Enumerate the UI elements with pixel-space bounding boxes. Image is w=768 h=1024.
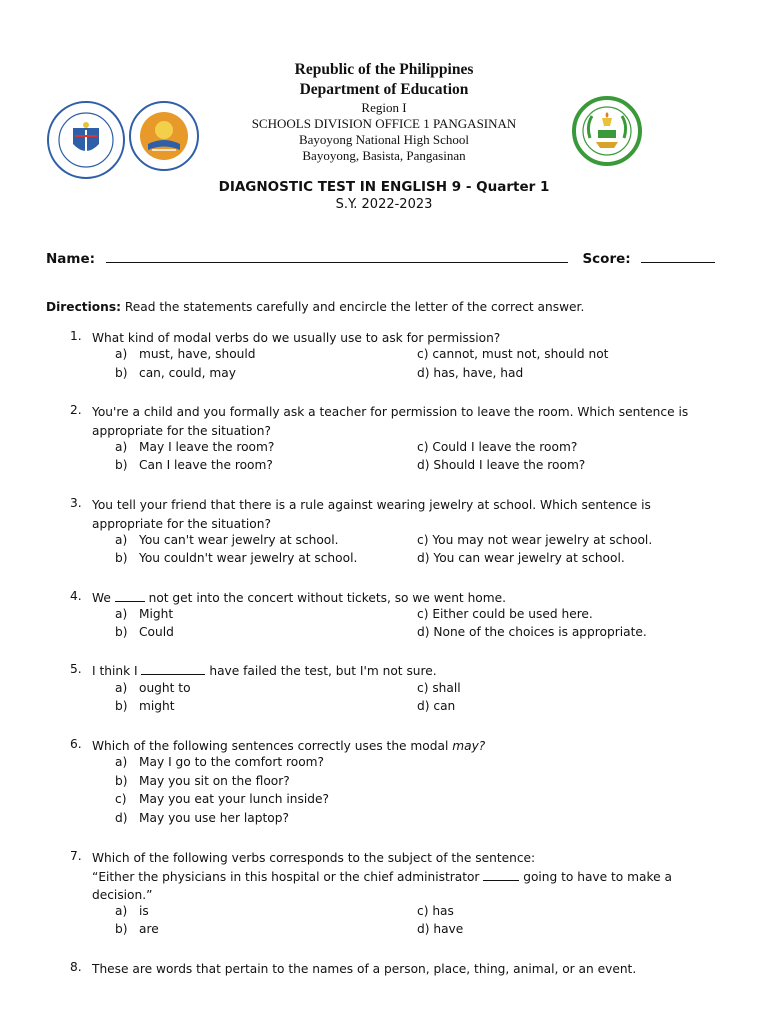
name-blank: [106, 250, 568, 263]
option-c: c) Either could be used here.: [417, 607, 593, 621]
header-region: Region I: [361, 100, 407, 115]
option-b: b) May you sit on the floor?: [115, 774, 290, 788]
option-a: a) You can't wear jewelry at school.: [115, 533, 339, 547]
directions: [46, 298, 584, 316]
question-stem: These are words that pertain to the names of a person, place, thing, animal, or an event.: [92, 962, 637, 976]
option-d: d) None of the choices is appropriate.: [417, 625, 647, 639]
header-republic: Republic of the Philippines: [294, 61, 474, 78]
question-stem: I think I have failed the test, but I'm not sure.: [92, 664, 437, 678]
option-a: a) May I leave the room?: [115, 440, 275, 454]
option-d: d) have: [417, 922, 464, 936]
option-b: b) can, could, may: [115, 366, 236, 380]
option-a: a) May I go to the comfort room?: [115, 755, 325, 769]
option-d: d) has, have, had: [417, 366, 524, 380]
header-school: Bayoyong National High School: [298, 132, 470, 147]
option-c: c) May you eat your lunch inside?: [115, 792, 329, 806]
option-a: a) Might: [115, 607, 174, 621]
answer-blank: [141, 663, 205, 675]
option-c: c) You may not wear jewelry at school.: [417, 533, 653, 547]
header-division: SCHOOLS DIVISION OFFICE 1 PANGASINAN: [251, 116, 517, 131]
score-blank: [641, 250, 715, 263]
option-b: b) Can I leave the room?: [115, 458, 273, 472]
option-b: b) are: [115, 922, 159, 936]
letterhead: [0, 60, 768, 164]
option-a: a) ought to: [115, 681, 191, 695]
option-b: b) You couldn't wear jewelry at school.: [115, 551, 358, 565]
option-d: d) Should I leave the room?: [417, 458, 586, 472]
question-number: 8.: [70, 960, 82, 974]
header-address: Bayoyong, Basista, Pangasinan: [302, 148, 466, 163]
option-b: b) might: [115, 699, 175, 713]
question-number: 1.: [70, 329, 82, 343]
score-label: Score:: [582, 251, 631, 267]
option-c: c) shall: [417, 681, 461, 695]
option-d: d) You can wear jewelry at school.: [417, 551, 625, 565]
option-d: d) May you use her laptop?: [115, 811, 289, 825]
question-stem: What kind of modal verbs do we usually use to ask for permission?: [92, 331, 501, 345]
option-a: a) must, have, should: [115, 347, 256, 361]
option-a: a) is: [115, 904, 149, 918]
question-number: 6.: [70, 737, 82, 751]
answer-blank: [115, 590, 145, 602]
question-number: 3.: [70, 496, 82, 510]
question-stem: Which of the following sentences correctly uses the modal may?: [92, 739, 486, 753]
directions-label: Directions:: [46, 300, 121, 314]
question-number: 4.: [70, 589, 82, 603]
question-stem: You're a child and you formally ask a teacher for permission to leave the room. Which sentence is appropriate for the situation?: [92, 405, 689, 438]
test-title: DIAGNOSTIC TEST IN ENGLISH 9 - Quarter 1: [218, 179, 550, 195]
question-stem: We not get into the concert without tickets, so we went home.: [92, 591, 506, 605]
question-stem: Which of the following verbs corresponds to the subject of the sentence: “Either the physicians in this hospital or the chief administrator going to have to make a decision.”: [92, 851, 672, 902]
header-department: Department of Education: [299, 81, 469, 98]
question-number: 2.: [70, 403, 82, 417]
option-c: c) has: [417, 904, 454, 918]
option-c: c) cannot, must not, should not: [417, 347, 609, 361]
question-number: 7.: [70, 849, 82, 863]
question-number: 5.: [70, 662, 82, 676]
option-c: c) Could I leave the room?: [417, 440, 578, 454]
directions-text: Read the statements carefully and encircle the letter of the correct answer.: [124, 300, 585, 314]
name-label: Name:: [46, 251, 96, 267]
option-b: b) Could: [115, 625, 174, 639]
question-stem: You tell your friend that there is a rule against wearing jewelry at school. Which sentence is appropriate for the situation?: [92, 498, 651, 531]
option-d: d) can: [417, 699, 456, 713]
answer-blank: [483, 869, 519, 881]
school-year: S.Y. 2022-2023: [335, 197, 433, 212]
name-score-line: [46, 250, 706, 267]
